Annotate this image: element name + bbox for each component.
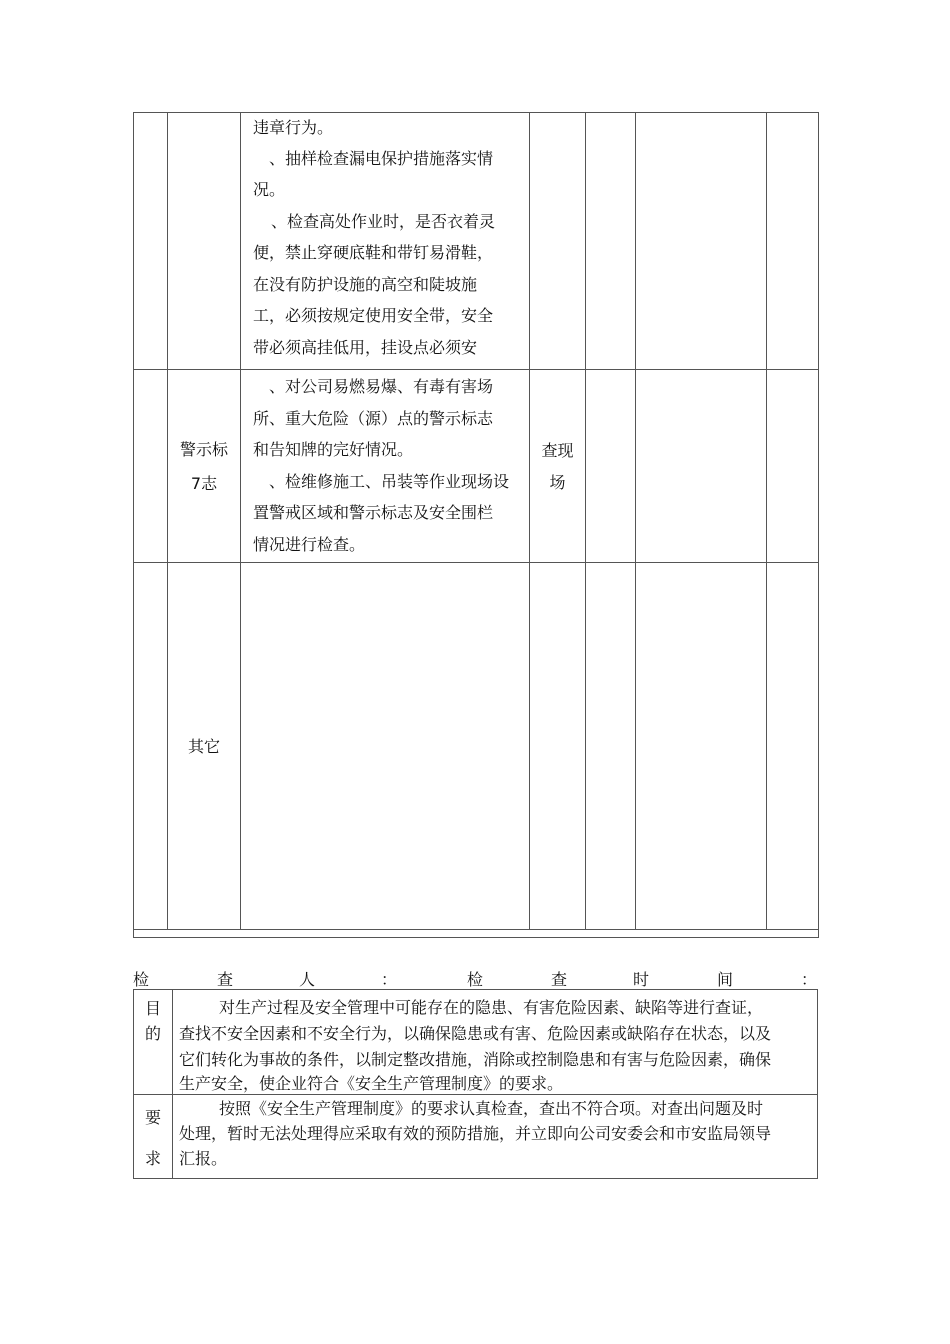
purpose-label-1: 目 xyxy=(144,999,161,1018)
time-char-1: 检 xyxy=(467,970,484,989)
time-colon: ： xyxy=(801,970,818,989)
row1-line-2: 、抽样检查漏电保护措施落实情 xyxy=(269,149,494,168)
row2-line-3: 和告知牌的完好情况。 xyxy=(253,440,414,459)
col-line-4 xyxy=(585,112,586,930)
inspector-char-2: 查 xyxy=(217,970,234,989)
row1-line-7: 工，必须按规定使用安全带，安全 xyxy=(253,306,494,325)
row1-line-6: 在没有防护设施的高空和陡坡施 xyxy=(253,275,478,294)
requirement-label-1: 要 xyxy=(144,1108,161,1127)
row-divider-3 xyxy=(133,929,819,930)
row1-line-8: 带必须高挂低用，挂设点必须安 xyxy=(253,338,478,357)
row2-line-2: 所、重大危险（源）点的警示标志 xyxy=(253,409,494,428)
col-line-0 xyxy=(133,112,134,938)
inspection-signature-line xyxy=(133,967,819,991)
row1-line-5: 便，禁止穿硬底鞋和带钉易滑鞋， xyxy=(253,243,494,262)
requirement-line-3: 汇报。 xyxy=(179,1149,228,1168)
row3-item: 其它 xyxy=(187,737,220,756)
purpose-label-2: 的 xyxy=(144,1024,161,1043)
requirement-label-2: 求 xyxy=(144,1149,161,1168)
col-line-end xyxy=(818,112,819,938)
row-divider-1 xyxy=(133,369,819,370)
purpose-line-3: 它们转化为事故的条件，以制定整改措施，消除或控制隐患和有害与危险因素，确保 xyxy=(179,1050,772,1069)
requirement-line-2: 处理，暂时无法处理得应采取有效的预防措施，并立即向公司安委会和市安监局领导 xyxy=(179,1124,772,1143)
row2-item-line-2: 7志 xyxy=(190,474,218,493)
label-column-divider xyxy=(172,990,173,1178)
row1-line-4: 、检查高处作业时，是否衣着灵 xyxy=(271,212,496,231)
col-line-6 xyxy=(766,112,767,930)
row1-line-1: 违章行为。 xyxy=(253,118,334,137)
row2-method-line-2: 场 xyxy=(549,473,566,492)
time-char-3: 时 xyxy=(633,970,650,989)
table-bottom-border xyxy=(133,937,819,938)
time-char-4: 间 xyxy=(717,970,734,989)
row1-content-cell xyxy=(241,113,529,369)
inspector-char-3: 人 xyxy=(299,970,316,989)
row1-line-3: 况。 xyxy=(253,180,286,199)
purpose-line-2: 查找不安全因素和不安全行为，以确保隐患或有害、危险因素或缺陷存在状态，以及 xyxy=(179,1024,772,1043)
row2-line-5: 置警戒区域和警示标志及安全围栏 xyxy=(253,503,494,522)
row-divider-2 xyxy=(133,562,819,563)
purpose-line-4: 生产安全，使企业符合《安全生产管理制度》的要求。 xyxy=(179,1074,564,1093)
row2-line-1: 、对公司易燃易爆、有毒有害场 xyxy=(269,377,494,396)
row2-method-line-1: 查现 xyxy=(541,441,574,460)
col-line-5 xyxy=(635,112,636,930)
col-line-3 xyxy=(529,112,530,930)
row2-line-6: 情况进行检查。 xyxy=(253,535,366,554)
requirement-line-1: 按照《安全生产管理制度》的要求认真检查，查出不符合项。对查出问题及时 xyxy=(219,1099,764,1118)
row2-line-4: 、检维修施工、吊装等作业现场设 xyxy=(269,472,510,491)
row2-item-line-1: 警示标 xyxy=(179,440,228,459)
inspector-char-1: 检 xyxy=(133,970,150,989)
inspection-table xyxy=(133,112,819,938)
purpose-line-1: 对生产过程及安全管理中可能存在的隐患、有害危险因素、缺陷等进行查证， xyxy=(219,998,764,1017)
time-char-2: 查 xyxy=(551,970,568,989)
inspector-colon: ： xyxy=(381,970,398,989)
col-line-1 xyxy=(167,112,168,930)
purpose-requirement-table xyxy=(133,989,818,1179)
